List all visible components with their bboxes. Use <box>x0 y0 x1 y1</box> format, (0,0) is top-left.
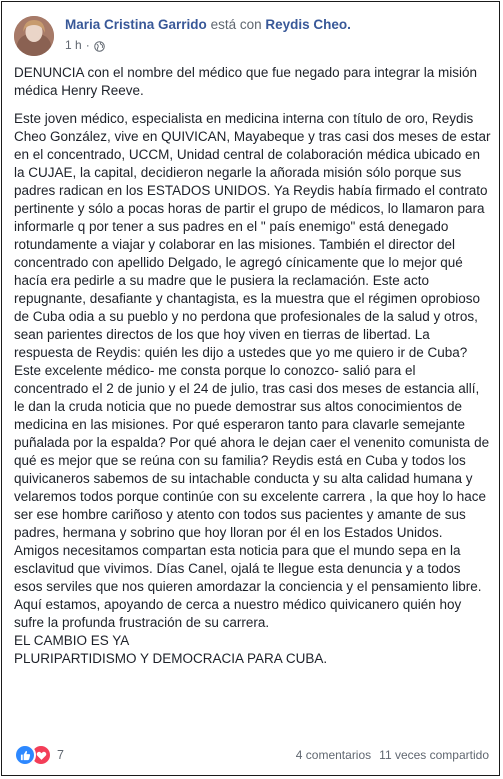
post-paragraph: Este excelente médico- me consta porque lo conozco- salió para el concentrado el 2 de junio y el 24 de julio, tras casi dos meses de estancia allí, le dan la cruda noticia que no puede demostrar sus altos conocimientos de medicina en las misiones. Por qué esperaron tanto para clavarle semejante puñalada por la espalda? Por qué ahora le dejan caer el venenito comunista de qué es mejor que se reúna con su familia? Reydis está en Cuba y todos los quivicaneros sabemos de su intachable conducta y su alta calidad humana y velaremos todos porque continúe con su excelente carrera , la que hoy lo hace ser ese hombre cariñoso y atento con todos sus pacientes y amante de sus padres, hermana y sobrino que hoy lloran por él en los Estados Unidos. <box>14 363 490 540</box>
author-name-link[interactable]: Maria Cristina Garrido <box>65 17 207 32</box>
post-paragraph: Amigos necesitamos compartan esta noticia para que el mundo sepa en la esclavitud que vivimos. Días Canel, ojalá te llegue esta denuncia y a todos esos serviles que nos quieren amordazar la conciencia y el pensamiento libre. Aquí estamos, apoyando de cerca a nuestro médico quivicanero quién hoy sufre la profunda frustración de su carrera. <box>14 543 482 630</box>
post-paragraph: EL CAMBIO ES YA <box>14 633 130 648</box>
post-meta <box>65 37 105 53</box>
comments-count-link[interactable]: 4 comentarios <box>295 748 372 762</box>
author-line <box>65 16 351 34</box>
post-paragraph: Este joven médico, especialista en medicina interna con título de oro, Reydis Cheo González, vive en QUIVICAN, Mayabeque y tras casi dos meses de estar en el concentrado, UCCM, Unidad central de colaboración médica ubicado en la CUJAE, la capital, decidieron negarle la añorada misión sólo porque sus padres radican en los ESTADOS UNIDOS. Ya Reydis había firmado el contrato pertinente y sólo a pocas horas de partir el grupo de médicos, lo llamaron para informarle q por tener a sus padres en el " país enemigo" está denegado rotundamente a viajar y colaborar en las misiones. También el director del concentrado con apellido Delgado, le agregó cínicamente que lo mejor qué hacía era pedirle a su madre que le pusiera la reclamación. Este acto repugnante, desafiante y chantagista, es la muestra que el régimen oprobioso de Cuba odia a su pueblo y no perdona que profesionales de la salud y otros, sean parientes directos de los que hoy viven en tierras de libertad. La respuesta de Reydis: quién les dijo a ustedes que yo me quiero ir de Cuba? <box>14 111 491 360</box>
engagement-counts <box>296 748 489 762</box>
post-card <box>1 1 500 776</box>
post-header <box>14 12 489 58</box>
avatar-image <box>14 16 54 56</box>
author-avatar[interactable] <box>14 16 54 56</box>
globe-icon[interactable] <box>94 40 105 51</box>
reaction-count: 7 <box>57 748 64 762</box>
tagged-person-link[interactable]: Reydis Cheo. <box>265 17 351 32</box>
post-footer <box>14 743 489 767</box>
shares-count-link[interactable]: 11 veces compartido <box>379 748 489 762</box>
with-text: está con <box>210 17 262 32</box>
post-paragraph: PLURIPARTIDISMO Y DEMOCRACIA PARA CUBA. <box>14 651 328 666</box>
meta-separator: · <box>85 38 90 52</box>
post-paragraph: DENUNCIA con el nombre del médico que fue negado para integrar la misión médica Henry Reeve. <box>14 65 478 98</box>
post-body <box>14 64 492 668</box>
post-timestamp[interactable]: 1 h <box>65 38 82 52</box>
like-reaction-icon <box>14 744 36 766</box>
reactions-summary[interactable] <box>14 744 64 766</box>
